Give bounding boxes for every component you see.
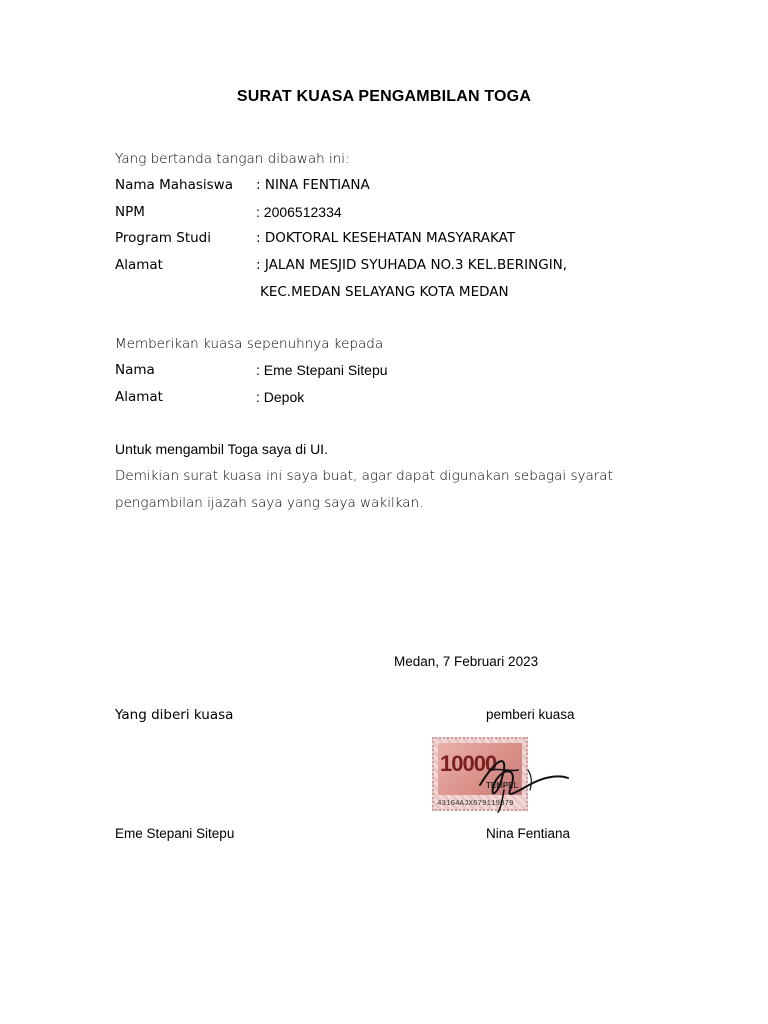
grantee-name-value: : Eme Stepani Sitepu	[256, 362, 388, 378]
grant-intro-text: Memberikan kuasa sepenuhnya kepada	[115, 336, 384, 352]
grantee-name-label: Nama	[115, 362, 155, 378]
grantee-signature-name: Eme Stepani Sitepu	[115, 826, 235, 841]
grantor-program-label: Program Studi	[115, 230, 211, 246]
grantor-signature-name: Nina Fentiana	[486, 826, 571, 841]
signature-icon	[440, 740, 575, 815]
purpose-line-1: Untuk mengambil Toga saya di UI.	[115, 441, 328, 457]
stamp-code: 43164AJX679119879	[437, 800, 514, 808]
place-date: Medan, 7 Februari 2023	[394, 654, 539, 669]
grantor-address-value-line1: : JALAN MESJID SYUHADA NO.3 KEL.BERINGIN,	[256, 257, 568, 273]
stamp-label: TEMPEL	[486, 781, 519, 790]
grantor-name-value: : NINA FENTIANA	[256, 177, 370, 193]
purpose-line-3: pengambilan ijazah saya yang saya wakilkan.	[115, 495, 424, 511]
document-title: SURAT KUASA PENGAMBILAN TOGA	[236, 88, 532, 105]
grantor-program-value: : DOKTORAL KESEHATAN MASYARAKAT	[256, 230, 516, 246]
grantor-address-value-line2: KEC.MEDAN SELAYANG KOTA MEDAN	[260, 284, 509, 300]
grantor-address-label: Alamat	[115, 257, 163, 273]
grantor-npm-label: NPM	[115, 204, 145, 220]
grantor-role-label: pemberi kuasa	[486, 707, 575, 722]
grantee-address-value: : Depok	[256, 389, 305, 405]
grantee-address-label: Alamat	[115, 389, 163, 405]
intro-text: Yang bertanda tangan dibawah ini:	[115, 151, 350, 167]
grantee-role-label: Yang diberi kuasa	[115, 707, 234, 723]
grantor-npm-value: : 2006512334	[256, 204, 342, 220]
stamp-value: 10000	[440, 751, 497, 776]
grantor-name-label: Nama Mahasiswa	[115, 177, 233, 193]
purpose-line-2: Demikian surat kuasa ini saya buat, agar dapat digunakan sebagai syarat	[115, 468, 613, 484]
